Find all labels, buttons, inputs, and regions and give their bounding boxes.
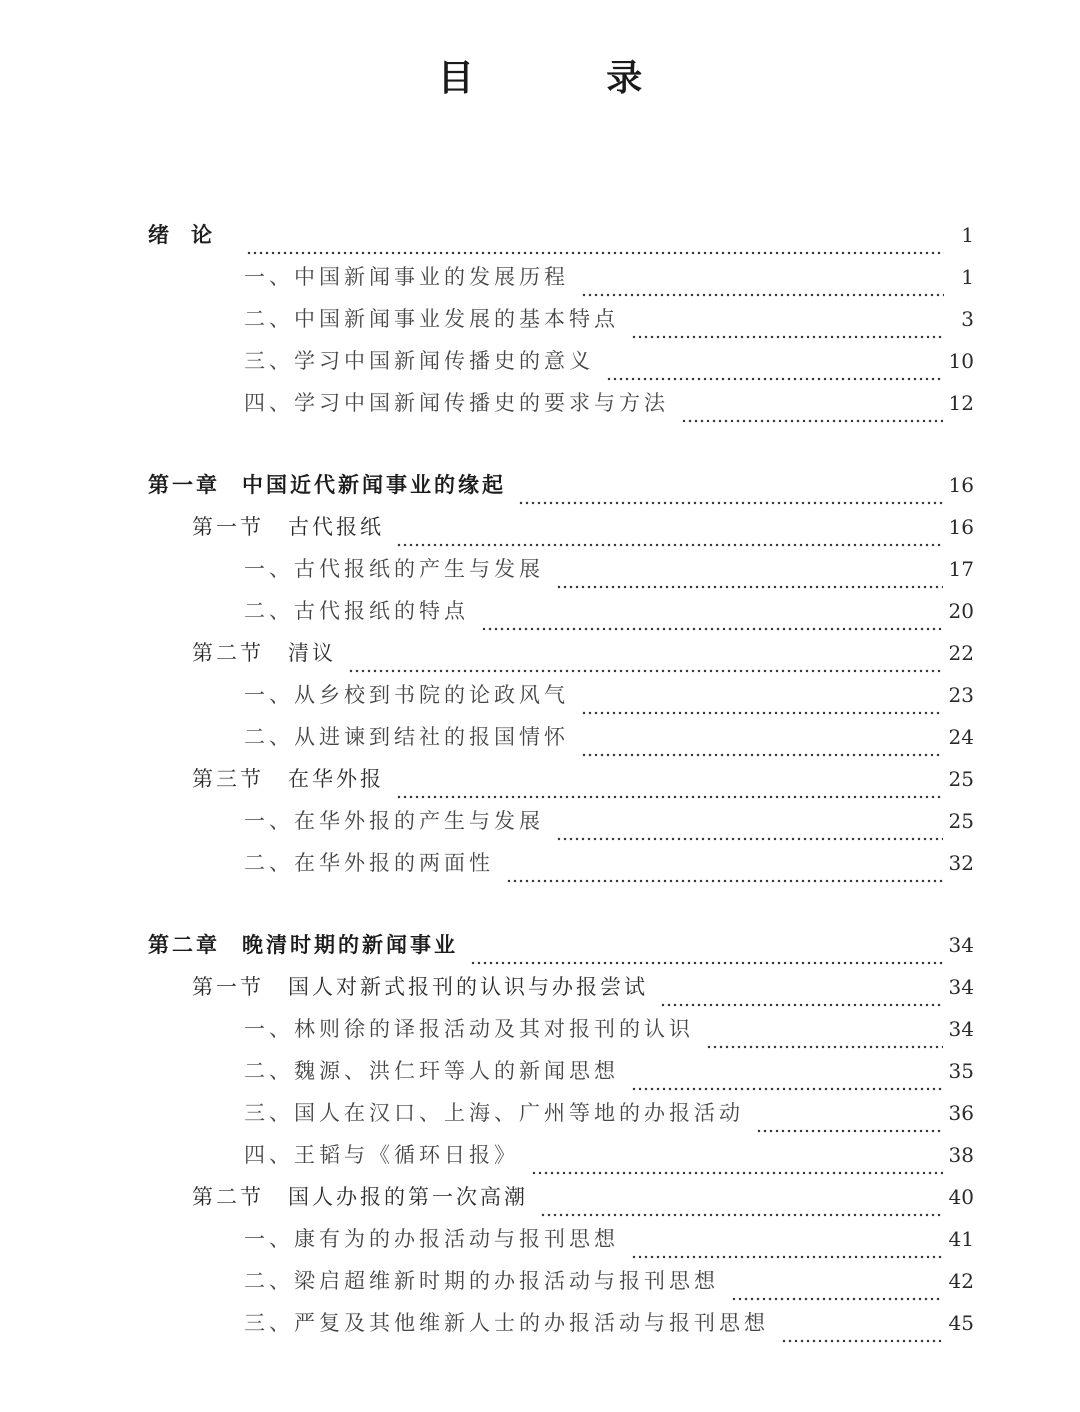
toc-item[interactable]: [148, 1050, 974, 1092]
toc-page-number: 20: [948, 599, 974, 623]
dot-leader: [631, 326, 944, 340]
dot-leader: [481, 618, 943, 632]
toc-item[interactable]: [148, 1260, 974, 1302]
toc-item-label: 二、古代报纸的特点: [244, 599, 469, 623]
toc-item-label: 一、古代报纸的产生与发展: [244, 557, 544, 581]
section-number: 第二节: [192, 641, 264, 665]
dot-leader: [556, 828, 943, 842]
section-number: 第二节: [192, 1185, 264, 1209]
section-title: 在华外报: [288, 767, 384, 791]
toc-page-number: 25: [948, 767, 974, 791]
toc-page-number: 34: [948, 975, 974, 999]
toc-item-label: 二、魏源、洪仁玕等人的新闻思想: [244, 1059, 619, 1083]
toc-item[interactable]: [148, 548, 974, 590]
toc-page-number: 1: [961, 265, 974, 289]
toc-item[interactable]: [148, 842, 974, 884]
dot-leader: [581, 744, 943, 758]
toc-item[interactable]: [148, 1218, 974, 1260]
toc-section[interactable]: [148, 966, 974, 1008]
toc-page-number: 25: [948, 809, 974, 833]
dot-leader: [756, 1120, 943, 1134]
toc-item[interactable]: [148, 1008, 974, 1050]
toc-page-number: 34: [948, 933, 974, 957]
dot-leader: [681, 410, 943, 424]
spacer: [148, 884, 974, 924]
toc-item[interactable]: [148, 590, 974, 632]
toc-item-label: 四、学习中国新闻传播史的要求与方法: [244, 391, 669, 415]
section-title: 国人对新式报刊的认识与办报尝试: [288, 975, 648, 999]
dot-leader: [660, 994, 943, 1008]
toc-item[interactable]: [148, 340, 974, 382]
dot-leader: [606, 368, 943, 382]
toc-page-number: 24: [948, 725, 974, 749]
toc-intro-label: 绪论: [148, 222, 234, 247]
dot-leader: [396, 786, 943, 800]
toc-item-label: 二、中国新闻事业发展的基本特点: [244, 307, 619, 331]
section-number: 第一节: [192, 515, 264, 539]
toc-chapter[interactable]: [148, 924, 974, 966]
dot-leader: [581, 702, 943, 716]
toc-item[interactable]: [148, 1092, 974, 1134]
toc-item-label: 一、中国新闻事业的发展历程: [244, 265, 569, 289]
toc-page-number: 40: [948, 1185, 974, 1209]
dot-leader: [631, 1246, 943, 1260]
toc-page-number: 23: [948, 683, 974, 707]
toc-item-label: 一、在华外报的产生与发展: [244, 809, 544, 833]
toc-page-number: 32: [948, 851, 974, 875]
table-of-contents: [148, 214, 974, 1344]
dot-leader: [246, 242, 944, 256]
dot-leader: [470, 952, 943, 966]
toc-intro[interactable]: [148, 214, 974, 256]
toc-item-label: 三、严复及其他维新人士的办报活动与报刊思想: [244, 1311, 769, 1335]
toc-page-number: 22: [948, 641, 974, 665]
spacer: [148, 424, 974, 464]
dot-leader: [396, 534, 943, 548]
dot-leader: [581, 284, 944, 298]
toc-page-number: 34: [948, 1017, 974, 1041]
toc-page-number: 38: [948, 1143, 974, 1167]
toc-item-label: 二、在华外报的两面性: [244, 851, 494, 875]
chapter-title: 晚清时期的新闻事业: [242, 932, 458, 957]
toc-item-label: 二、从进谏到结社的报国情怀: [244, 725, 569, 749]
section-title: 清议: [288, 641, 336, 665]
toc-item-label: 三、国人在汉口、上海、广州等地的办报活动: [244, 1101, 744, 1125]
section-number: 第三节: [192, 767, 264, 791]
toc-page-number: 16: [948, 473, 974, 497]
section-number: 第一节: [192, 975, 264, 999]
toc-item[interactable]: [148, 1302, 974, 1344]
toc-page-number: 12: [948, 391, 974, 415]
toc-page-number: 42: [948, 1269, 974, 1293]
toc-page-number: 35: [948, 1059, 974, 1083]
page-title: 目 录: [437, 58, 703, 99]
toc-item[interactable]: [148, 382, 974, 424]
toc-item[interactable]: [148, 256, 974, 298]
toc-page-number: 3: [961, 307, 974, 331]
toc-page-number: 41: [948, 1227, 974, 1251]
section-title: 古代报纸: [288, 515, 384, 539]
toc-section[interactable]: [148, 506, 974, 548]
dot-leader: [531, 1162, 943, 1176]
toc-page-number: 36: [948, 1101, 974, 1125]
toc-item-label: 二、梁启超维新时期的办报活动与报刊思想: [244, 1269, 719, 1293]
toc-item-label: 一、从乡校到书院的论政风气: [244, 683, 569, 707]
toc-item-label: 四、王韬与《循环日报》: [244, 1143, 519, 1167]
toc-item[interactable]: [148, 716, 974, 758]
toc-item-label: 一、康有为的办报活动与报刊思想: [244, 1227, 619, 1251]
toc-page-number: 17: [948, 557, 974, 581]
dot-leader: [706, 1036, 943, 1050]
dot-leader: [518, 492, 943, 506]
chapter-title: 中国近代新闻事业的缘起: [242, 472, 506, 497]
dot-leader: [348, 660, 943, 674]
toc-page-number: 45: [948, 1311, 974, 1335]
toc-page-number: 16: [948, 515, 974, 539]
toc-item[interactable]: [148, 298, 974, 340]
toc-section[interactable]: [148, 758, 974, 800]
chapter-number: 第二章: [148, 932, 220, 957]
toc-section[interactable]: [148, 632, 974, 674]
chapter-number: 第一章: [148, 472, 220, 497]
toc-chapter[interactable]: [148, 464, 974, 506]
dot-leader: [540, 1204, 943, 1218]
toc-item[interactable]: [148, 1134, 974, 1176]
toc-section[interactable]: [148, 1176, 974, 1218]
section-title: 国人办报的第一次高潮: [288, 1185, 528, 1209]
dot-leader: [631, 1078, 943, 1092]
dot-leader: [556, 576, 943, 590]
toc-item[interactable]: [148, 800, 974, 842]
dot-leader: [731, 1288, 943, 1302]
dot-leader: [506, 870, 943, 884]
toc-item[interactable]: [148, 674, 974, 716]
toc-page-number: 1: [961, 223, 974, 247]
toc-item-label: 一、林则徐的译报活动及其对报刊的认识: [244, 1017, 694, 1041]
toc-page-number: 10: [948, 349, 974, 373]
toc-item-label: 三、学习中国新闻传播史的意义: [244, 349, 594, 373]
dot-leader: [781, 1330, 943, 1344]
